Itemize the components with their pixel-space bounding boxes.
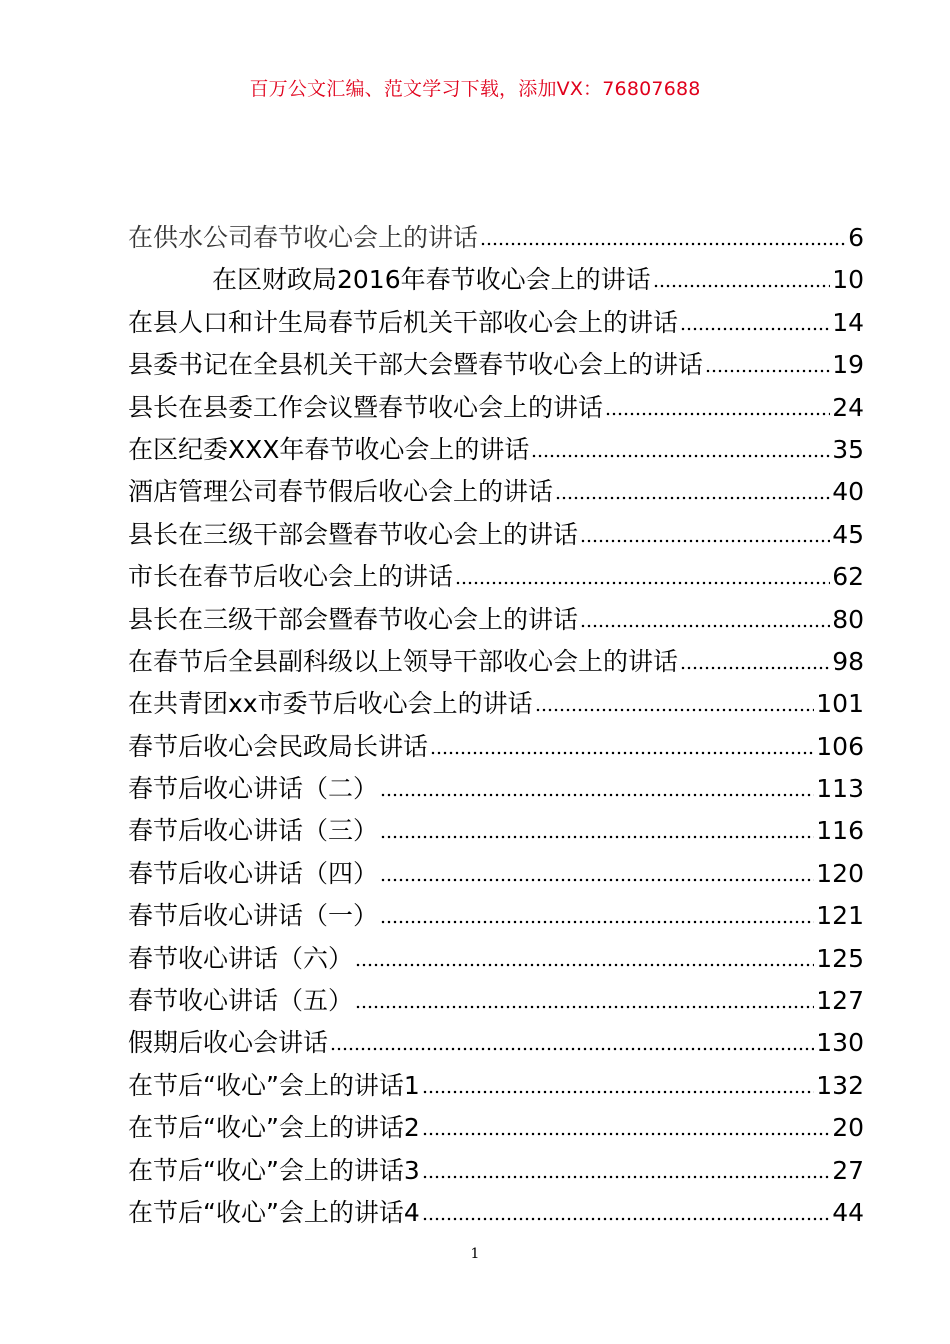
toc-entry-page: 10 [832, 265, 864, 295]
toc-entry[interactable] [128, 344, 864, 386]
toc-entry-title: 春节后收心讲话（三） [128, 816, 379, 846]
toc-entry[interactable] [128, 556, 864, 598]
toc-entry-page: 130 [816, 1028, 864, 1058]
toc-entry-title: 在区财政局2016年春节收心会上的讲话 [212, 265, 651, 295]
toc-entry-title: 市长在春节后收心会上的讲话 [128, 562, 454, 592]
toc-entry-title: 在节后“收心”会上的讲话2 [128, 1113, 420, 1143]
toc-entry[interactable] [128, 471, 864, 513]
toc-entry-title: 春节收心讲话（六） [128, 943, 354, 973]
toc-dot-leader [680, 660, 830, 670]
toc-entry[interactable] [128, 895, 864, 937]
toc-dot-leader [605, 406, 830, 416]
toc-entry-page: 45 [832, 519, 864, 549]
toc-entry[interactable] [128, 302, 864, 344]
toc-dot-leader [705, 363, 830, 373]
toc-entry-page: 113 [816, 774, 864, 804]
toc-entry[interactable] [128, 641, 864, 683]
toc-entry[interactable] [128, 599, 864, 641]
toc-entry-title: 在春节后全县副科级以上领导干部收心会上的讲话 [128, 646, 679, 676]
toc-entry[interactable] [128, 980, 864, 1022]
toc-entry-title: 春节后收心会民政局长讲话 [128, 731, 429, 761]
toc-dot-leader [355, 957, 814, 967]
toc-entry-title: 在共青团xx市委节后收心会上的讲话 [128, 689, 533, 719]
toc-entry-page: 27 [832, 1155, 864, 1185]
toc-entry[interactable] [128, 1022, 864, 1064]
header-note: 百万公文汇编、范文学习下载，添加VX：76807688 [249, 78, 701, 100]
toc-entry-page: 121 [816, 901, 864, 931]
toc-entry-page: 35 [832, 434, 864, 464]
toc-entry-page: 6 [848, 223, 864, 252]
toc-dot-leader [380, 787, 814, 797]
toc-entry[interactable] [128, 938, 864, 980]
toc-entry-title: 在县人口和计生局春节后机关干部收心会上的讲话 [128, 307, 679, 337]
toc-entry-page: 125 [816, 943, 864, 973]
toc-entry[interactable] [128, 259, 864, 301]
toc-entry[interactable] [128, 429, 864, 471]
toc-entry-page: 101 [816, 689, 864, 719]
toc-entry-title: 县长在三级干部会暨春节收心会上的讲话 [128, 604, 579, 634]
toc-dot-leader [680, 321, 830, 331]
toc-dot-leader [380, 872, 814, 882]
toc-entry-title: 县长在县委工作会议暨春节收心会上的讲话 [128, 392, 604, 422]
toc-dot-leader [380, 914, 814, 924]
toc-entry[interactable] [128, 514, 864, 556]
toc-entry[interactable] [128, 810, 864, 852]
toc-dot-leader [653, 278, 831, 288]
toc-dot-leader [330, 1041, 814, 1051]
toc-entry-title: 春节后收心讲话（二） [128, 774, 379, 804]
toc-dot-leader [531, 448, 830, 458]
toc-entry[interactable] [128, 1065, 864, 1107]
toc-entry[interactable] [128, 387, 864, 429]
toc-dot-leader [580, 618, 830, 628]
toc-entry[interactable] [128, 726, 864, 768]
toc-entry-title: 在节后“收心”会上的讲话1 [128, 1070, 420, 1100]
toc-entry-page: 20 [832, 1113, 864, 1143]
toc-entry[interactable] [128, 1192, 864, 1234]
toc-entry-title: 在供水公司春节收心会上的讲话 [128, 223, 479, 252]
toc-dot-leader [555, 490, 830, 500]
toc-entry-page: 14 [832, 307, 864, 337]
toc-entry[interactable] [128, 853, 864, 895]
toc-entry-page: 127 [816, 986, 864, 1016]
toc-entry[interactable] [128, 1107, 864, 1149]
toc-dot-leader [535, 702, 815, 712]
toc-dot-leader [480, 236, 846, 246]
toc-entry-title: 春节后收心讲话（一） [128, 901, 379, 931]
toc-dot-leader [380, 829, 814, 839]
toc-entry-page: 120 [816, 858, 864, 888]
toc-entry[interactable] [128, 1150, 864, 1192]
toc-entry-title: 假期后收心会讲话 [128, 1028, 329, 1058]
toc-entry[interactable] [128, 683, 864, 725]
toc-entry-page: 98 [832, 646, 864, 676]
toc-entry-title: 县委书记在全县机关干部大会暨春节收心会上的讲话 [128, 350, 704, 380]
toc-entry-page: 116 [816, 816, 864, 846]
toc-entry-title: 春节收心讲话（五） [128, 986, 354, 1016]
toc-entry-title: 县长在三级干部会暨春节收心会上的讲话 [128, 519, 579, 549]
toc-entry-page: 19 [832, 350, 864, 380]
toc-entry-page: 44 [832, 1197, 864, 1227]
page-number: 1 [470, 1246, 480, 1262]
toc-entry-page: 40 [832, 477, 864, 507]
toc-dot-leader [455, 575, 830, 585]
toc-dot-leader [422, 1169, 830, 1179]
toc-entry-title: 春节后收心讲话（四） [128, 858, 379, 888]
toc-dot-leader [422, 1084, 814, 1094]
toc-entry-page: 62 [832, 562, 864, 592]
toc-dot-leader [422, 1126, 830, 1136]
toc-entry-page: 106 [816, 731, 864, 761]
toc-entry-title: 酒店管理公司春节假后收心会上的讲话 [128, 477, 554, 507]
toc-dot-leader [580, 533, 830, 543]
table-of-contents [128, 217, 864, 1234]
toc-entry-title: 在区纪委XXX年春节收心会上的讲话 [128, 434, 530, 464]
toc-entry-page: 80 [832, 604, 864, 634]
toc-entry-page: 24 [832, 392, 864, 422]
toc-entry-title: 在节后“收心”会上的讲话4 [128, 1197, 420, 1227]
toc-entry[interactable] [128, 768, 864, 810]
toc-entry-title: 在节后“收心”会上的讲话3 [128, 1155, 420, 1185]
toc-dot-leader [430, 745, 814, 755]
toc-dot-leader [355, 999, 814, 1009]
toc-entry-page: 132 [816, 1070, 864, 1100]
toc-entry[interactable] [128, 217, 864, 259]
toc-dot-leader [422, 1211, 830, 1221]
